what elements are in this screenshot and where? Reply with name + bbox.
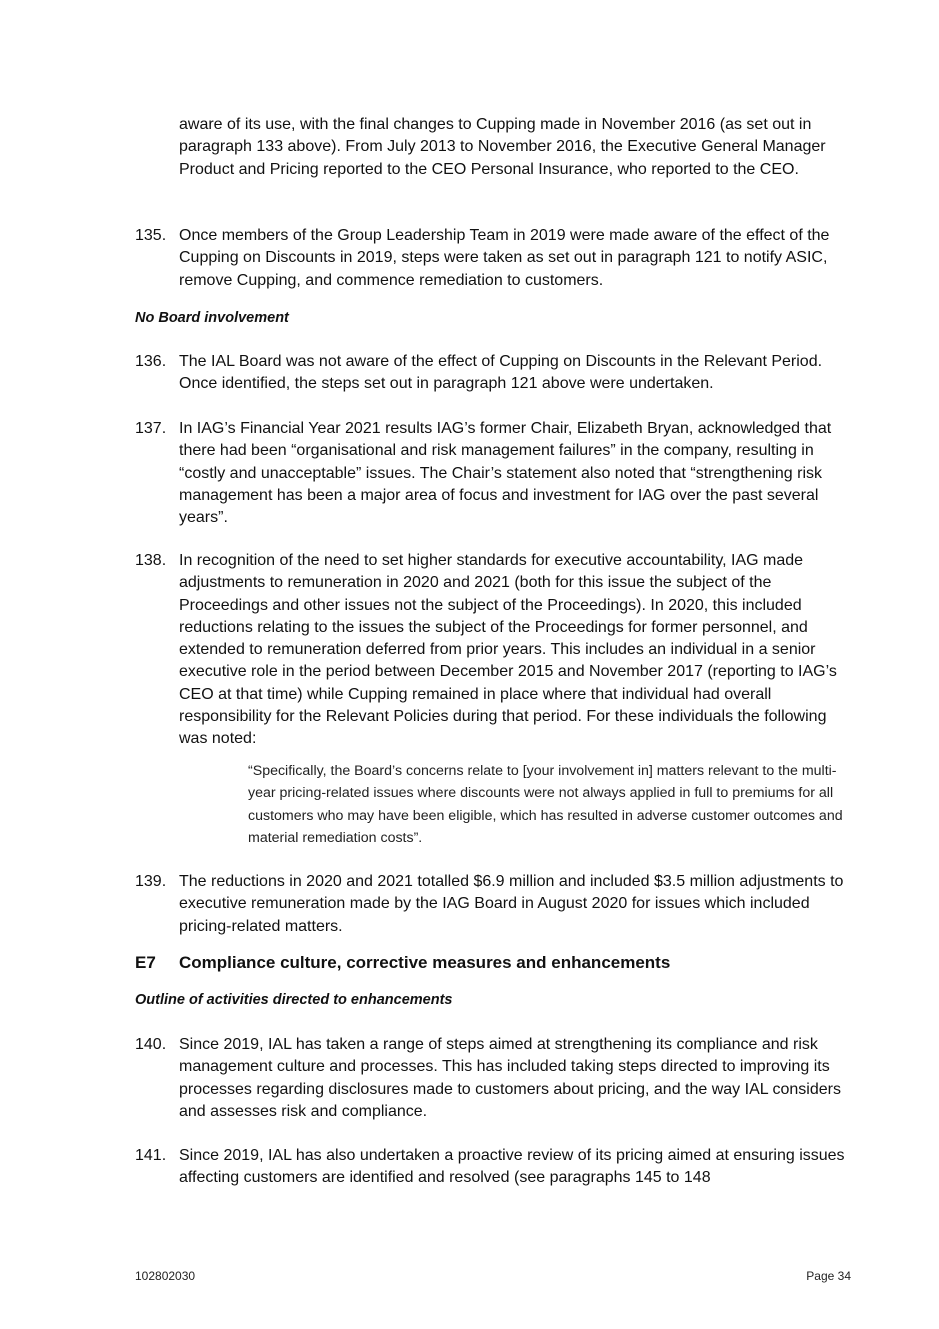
paragraph-139 (135, 871, 855, 938)
paragraph-text: The IAL Board was not aware of the effect of Cupping on Discounts in the Relevant Period. Once identified, the steps set out in paragraph 121 above were undertaken. (179, 353, 823, 393)
paragraph-number: 141. (135, 1147, 167, 1164)
subheading-outline: Outline of activities directed to enhancements (135, 992, 453, 1008)
footer-page-number: Page 34 (806, 1269, 851, 1283)
paragraph-text: The reductions in 2020 and 2021 totalled $6.9 million and included $3.5 million adjustments to executive remuneration made by the IAG Board in August 2020 for issues which included pricing-related matters. (179, 873, 844, 935)
paragraph-137 (135, 418, 855, 529)
paragraph-number: 140. (135, 1036, 167, 1053)
paragraph-text: In recognition of the need to set higher standards for executive accountability, IAG made adjustments to remuneration in 2020 and 2021 (both for this issue the subject of the Proceedings and other issues not the subject of the Proceedings). In 2020, this included reductions relating to the issues the subject of the Proceedings for former personnel, and extended to remuneration deferred from prior years. This includes an individual in a senior executive role in the period between December 2015 and November 2017 (reporting to IAG’s CEO at that time) while Cupping remained in place where that individual had overall responsibility for the Relevant Policies during that period. For these individuals the following was noted: (179, 552, 837, 748)
subheading-no-board-involvement: No Board involvement (135, 310, 289, 326)
paragraph-number: 138. (135, 552, 167, 569)
paragraph-136 (135, 351, 855, 396)
paragraph-text: In IAG’s Financial Year 2021 results IAG’s former Chair, Elizabeth Bryan, acknowledged that there had been “organisational and risk management failures” in the company, resulting in “costly and unacceptable” issues. The Chair’s statement also noted that “strengthening risk management has been a major area of focus and investment for IAG over the past several years”. (179, 420, 832, 527)
paragraph-text: Since 2019, IAL has taken a range of steps aimed at strengthening its compliance and risk management culture and processes. This has included taking steps directed to improving its processes regarding disclosures made to customers about pricing, and the way IAL considers and assesses risk and compliance. (179, 1036, 841, 1120)
section-number: E7 (135, 953, 156, 972)
paragraph-138 (135, 550, 855, 751)
footer-doc-id: 102802030 (135, 1269, 196, 1283)
section-title: Compliance culture, corrective measures and enhancements (179, 953, 671, 972)
paragraph-140 (135, 1034, 855, 1123)
paragraph-number: 137. (135, 420, 167, 437)
paragraph-text: Once members of the Group Leadership Team in 2019 were made aware of the effect of the Cupping on Discounts in 2019, steps were taken as set out in paragraph 121 to notify ASIC, remove Cupping, and commence remediation to customers. (179, 227, 830, 289)
paragraph-135 (135, 225, 855, 292)
paragraph-number: 135. (135, 227, 167, 244)
continuation-paragraph: aware of its use, with the final changes to Cupping made in November 2016 (as set out in paragraph 133 above). From July 2013 to November 2016, the Executive General Manager Product and Pricing reported to the CEO Personal Insurance, who reported to the CEO. (179, 116, 826, 178)
paragraph-141 (135, 1145, 855, 1190)
paragraph-text: Since 2019, IAL has also undertaken a proactive review of its pricing aimed at ensuring issues affecting customers are identified and resolved (see paragraphs 145 to 148 (179, 1147, 845, 1187)
paragraph-number: 136. (135, 353, 167, 370)
paragraph-number: 139. (135, 873, 167, 890)
block-quote: “Specifically, the Board’s concerns relate to [your involvement in] matters relevant to the multi-year pricing-related issues where discounts were not always applied in full to premiums for all customers who may have been eligible, which has resulted in adverse customer outcomes and material remediation costs”. (248, 763, 843, 847)
